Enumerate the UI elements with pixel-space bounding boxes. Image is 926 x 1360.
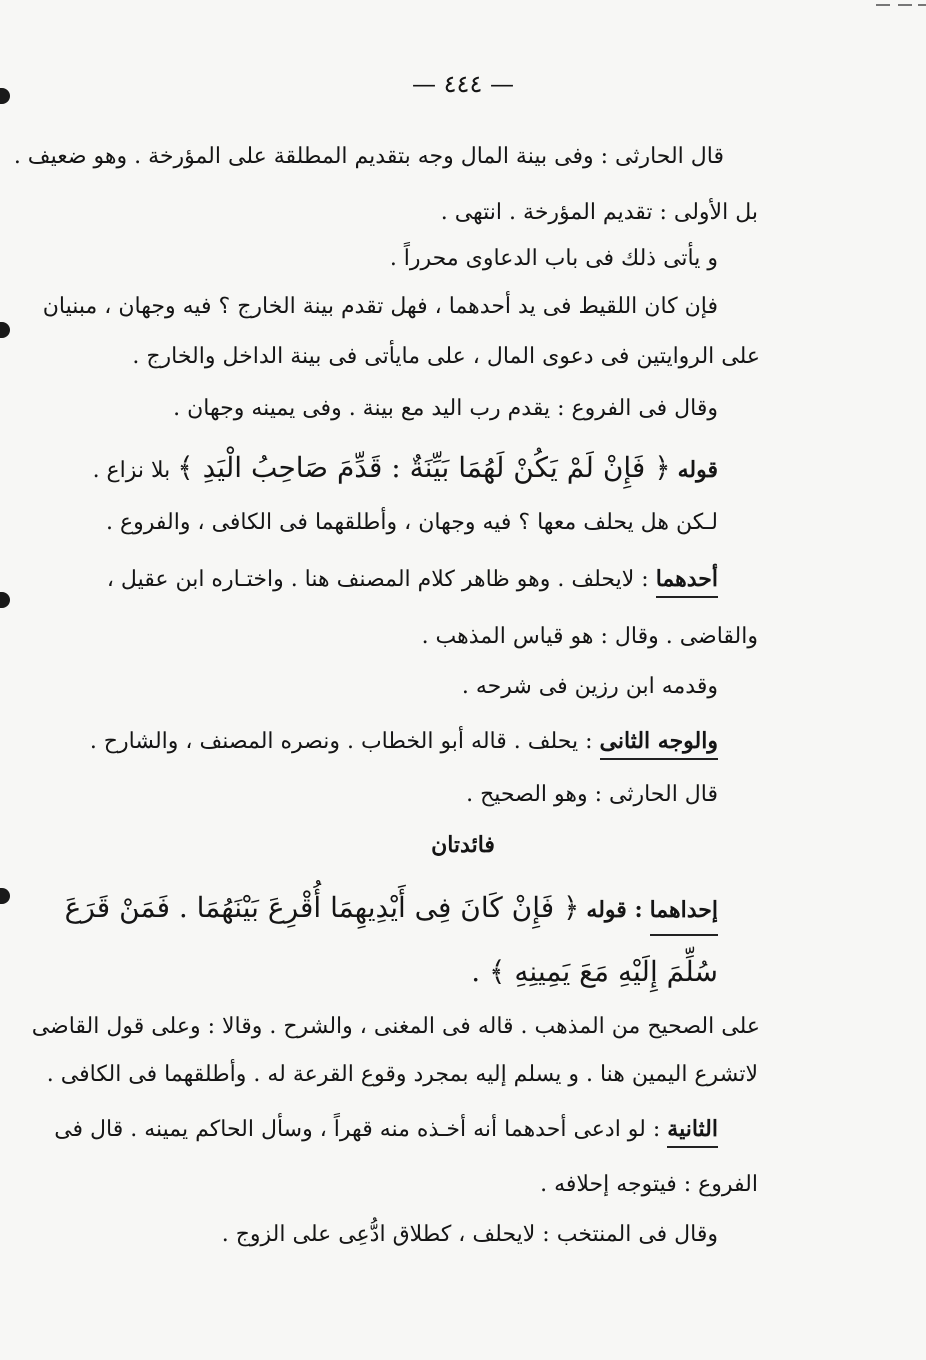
text-line bbox=[173, 394, 718, 424]
quranic-quote: ﴿ فَإِنْ كَانَ فِى أَيْدِيهِمَا أُقْرِعَ بَيْنَهُمَا . فَمَنْ قَرَعَ bbox=[64, 891, 580, 924]
text-segment: قال الحارثى : وهو الصحيح . bbox=[466, 782, 718, 807]
text-line bbox=[31, 1012, 760, 1042]
text-line bbox=[89, 726, 718, 760]
text-line bbox=[64, 886, 718, 936]
quranic-quote: ﴿ فَإِنْ لَمْ يَكُنْ لَهُمَا بَيِّنَةٌ : قَدِّمَ صَاحِبُ الْيَدِ ﴾ bbox=[177, 451, 671, 484]
text-line bbox=[318, 952, 718, 995]
section-heading: والوجه الثانى bbox=[600, 726, 718, 760]
text-line bbox=[518, 1170, 758, 1200]
text-segment: : لو ادعى أحدهما أنه أخـذه منه قهراً ، وسأل الحاكم يمينه . قال فى bbox=[54, 1117, 661, 1142]
binding-hole-mark bbox=[0, 322, 10, 338]
text-line bbox=[13, 142, 724, 172]
binding-hole-mark bbox=[0, 888, 10, 904]
section-heading: الثانية bbox=[667, 1114, 718, 1148]
text-line bbox=[42, 292, 718, 322]
lemma-label: : قوله bbox=[586, 897, 643, 923]
text-segment: الفروع : فيتوجه إحلافه . bbox=[540, 1172, 758, 1197]
text-segment: فإن كان اللقيط فى يد أحدهما ، فهل تقدم بينة الخارج ؟ فيه وجهان ، مبنيان bbox=[42, 294, 718, 319]
edge-mark bbox=[918, 4, 926, 6]
text-line bbox=[398, 780, 718, 810]
text-line bbox=[398, 672, 718, 702]
text-segment: وقدمه ابن رزين فى شرحه . bbox=[461, 674, 718, 699]
text-segment: : يحلف . قاله أبو الخطاب . ونصره المصنف ، والشارح . bbox=[89, 729, 593, 754]
text-segment: وقال فى المنتخب : لايحلف ، كطلاق ادُّعِى على الزوج . bbox=[221, 1222, 718, 1247]
text-line bbox=[46, 1060, 758, 1090]
text-line bbox=[92, 448, 718, 491]
text-line bbox=[54, 1114, 718, 1148]
text-segment: قال الحارثى : وفى بينة المال وجه بتقديم المطلقة على المؤرخة . وهو ضعيف . bbox=[13, 144, 724, 169]
lemma-label: قوله bbox=[677, 457, 718, 483]
text-line bbox=[421, 622, 758, 652]
section-heading: أحدهما bbox=[656, 564, 718, 598]
text-segment: بل الأولى : تقديم المؤرخة . انتهى . bbox=[440, 200, 758, 225]
text-segment: و يأتى ذلك فى باب الدعاوى محرراً . bbox=[389, 246, 718, 271]
text-line bbox=[78, 564, 718, 598]
edge-mark bbox=[898, 4, 912, 6]
text-segment: لاتشرع اليمين هنا . و يسلم إليه بمجرد وقوع القرعة له . وأطلقهما فى الكافى . bbox=[46, 1062, 758, 1087]
text-segment: على الصحيح من المذهب . قاله فى المغنى ، والشرح . وقالا : وعلى قول القاضى bbox=[31, 1014, 760, 1039]
text-segment: لـكن هل يحلف معها ؟ فيه وجهان ، وأطلقهما فى الكافى ، والفروع . bbox=[106, 510, 718, 535]
quranic-quote: سُلِّمَ إِلَيْهِ مَعَ يَمِينِهِ ﴾ . bbox=[471, 955, 718, 988]
text-segment: والقاضى . وقال : هو قياس المذهب . bbox=[421, 624, 758, 649]
section-title: فائدتان bbox=[431, 832, 495, 858]
text-line bbox=[132, 342, 760, 372]
edge-mark bbox=[876, 4, 890, 6]
binding-hole-mark bbox=[0, 592, 10, 608]
text-segment: على الروايتين فى دعوى المال ، على مايأتى فى بينة الداخل والخارج . bbox=[132, 344, 760, 369]
text-segment: : لايحلف . وهو ظاهر كلام المصنف هنا . واختـاره ابن عقيل ، bbox=[106, 567, 649, 592]
text-line bbox=[106, 508, 718, 538]
section-heading: إحداهما bbox=[650, 888, 718, 936]
text-line bbox=[118, 198, 758, 228]
page-number: — ٤٤٤ — bbox=[412, 70, 514, 98]
text-segment: وقال فى الفروع : يقدم رب اليد مع بينة . وفى يمينه وجهان . bbox=[173, 396, 718, 421]
text-line bbox=[221, 1220, 718, 1250]
text-line bbox=[78, 244, 718, 274]
text-segment: بلا نزاع . bbox=[92, 458, 171, 483]
